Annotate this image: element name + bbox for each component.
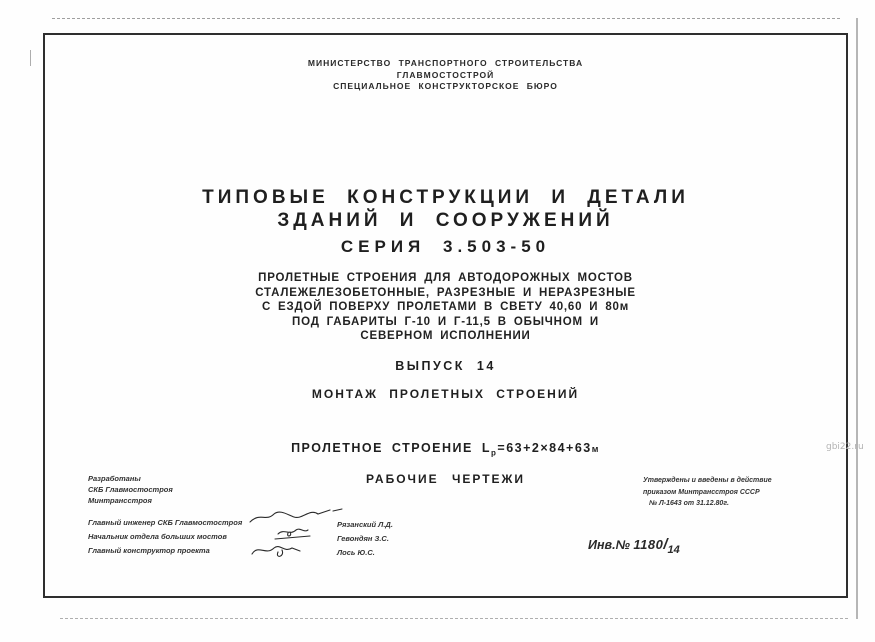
series-description <box>43 271 848 344</box>
description-line: СЕВЕРНОМ ИСПОЛНЕНИИ <box>360 330 531 342</box>
issue-subject: МОНТАЖ ПРОЛЕТНЫХ СТРОЕНИЙ <box>311 387 580 401</box>
series-number: СЕРИЯ 3.503-50 <box>340 237 551 256</box>
issue-number: ВЫПУСК 14 <box>395 359 496 373</box>
span-structure-line <box>43 441 848 458</box>
role-chief-designer: Главный конструктор проекта <box>88 546 210 555</box>
design-bureau-line: СПЕЦИАЛЬНОЕ КОНСТРУКТОРСКОЕ БЮРО <box>333 81 558 91</box>
name-los: Лось Ю.С. <box>337 548 375 557</box>
span-label: ПРОЛЕТНОЕ СТРОЕНИЕ <box>291 441 473 455</box>
ministry-header <box>43 58 848 93</box>
inventory-number <box>588 536 680 556</box>
inventory-denominator: 14 <box>667 544 680 556</box>
outer-border-top <box>52 18 840 19</box>
signature-department-head <box>275 529 310 539</box>
developed-by-line: СКБ Главмостостроя <box>88 485 173 494</box>
working-drawings-label: РАБОЧИЕ ЧЕРТЕЖИ <box>365 472 526 486</box>
developed-by-line: Разработаны <box>88 474 141 483</box>
outer-border-bottom <box>60 618 848 619</box>
developed-by-block <box>88 473 173 506</box>
ministry-line: МИНИСТЕРСТВО ТРАНСПОРТНОГО СТРОИТЕЛЬСТВА <box>307 58 584 68</box>
approval-line: приказом Минтрансстроя СССР <box>643 488 760 496</box>
inventory-slash: / <box>663 536 668 553</box>
title-line-1: ТИПОВЫЕ КОНСТРУКЦИИ И ДЕТАЛИ <box>202 187 689 208</box>
glavmostostroy-line: ГЛАВМОСТОСТРОЙ <box>396 69 495 80</box>
span-symbol-subscript: р <box>491 448 498 458</box>
signatures-group <box>238 506 348 566</box>
outer-border-right <box>856 18 858 619</box>
description-line: С ЕЗДОЙ ПОВЕРХУ ПРОЛЕТАМИ В СВЕТУ 40,60 И 80м <box>261 301 630 313</box>
outer-border-left <box>30 50 31 66</box>
inventory-numerator: 1180 <box>633 537 664 552</box>
signature-chief-engineer <box>250 509 342 522</box>
span-formula: =63+2×84+63 <box>497 441 592 455</box>
signatory-names <box>337 518 393 560</box>
role-chief-engineer: Главный инженер СКБ Главмостостроя <box>88 518 243 527</box>
approval-line: Утверждены и введены в действие <box>643 477 772 484</box>
approval-block <box>643 475 772 510</box>
description-line: ПОД ГАБАРИТЫ Г-10 И Г-11,5 В ОБЫЧНОМ И <box>292 315 599 328</box>
developed-by-line: Минтрансстроя <box>88 496 152 505</box>
page-title <box>43 186 848 232</box>
approval-order-number: № Л-1643 от 31.12.80г. <box>649 500 729 507</box>
name-ryazansky: Рязанский Л.Д. <box>337 520 393 529</box>
description-line: СТАЛЕЖЕЛЕЗОБЕТОННЫЕ, РАЗРЕЗНЫЕ И НЕРАЗРЕЗНЫЕ <box>255 286 636 299</box>
role-department-head: Начальник отдела больших мостов <box>88 532 227 541</box>
inventory-label: Инв.№ <box>588 538 630 552</box>
title-line-2: ЗДАНИЙ И СООРУЖЕНИЙ <box>277 210 614 231</box>
signature-chief-designer <box>252 547 300 557</box>
description-line: ПРОЛЕТНЫЕ СТРОЕНИЯ ДЛЯ АВТОДОРОЖНЫХ МОСТОВ <box>258 272 633 284</box>
site-watermark: gbi22.ru <box>826 442 864 452</box>
span-symbol: L <box>481 441 491 455</box>
name-gevondyan: Гевондян З.С. <box>337 534 389 543</box>
signatory-roles <box>88 516 242 558</box>
span-unit: м <box>591 444 600 454</box>
